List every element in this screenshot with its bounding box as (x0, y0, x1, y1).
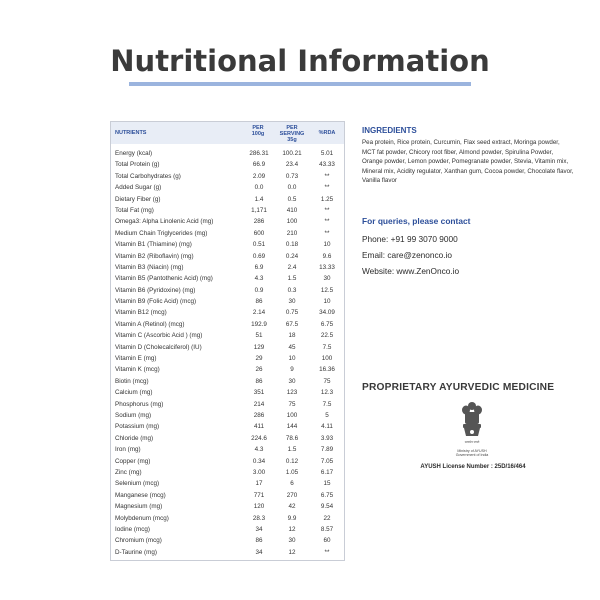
table-row (111, 159, 344, 170)
header-rda: %RDA (318, 130, 336, 136)
nutrient-name: Dietary Fiber (g) (115, 195, 161, 203)
value-per-100g: 34 (255, 525, 263, 533)
table-row (111, 228, 344, 239)
nutrient-name: Vitamin B9 (Folic Acid) (mcg) (115, 298, 197, 306)
table-row (111, 296, 344, 307)
nutrient-name: Chloride (mg) (115, 434, 154, 442)
table-row (111, 182, 344, 193)
value-per-serving: 100 (286, 218, 298, 226)
value-per-serving: 78.6 (285, 434, 299, 442)
value-per-100g: 214 (253, 400, 265, 408)
value-per-serving: 30 (288, 377, 296, 385)
value-rda: 100 (321, 355, 333, 363)
table-row (111, 364, 344, 375)
value-per-serving: 144 (286, 423, 298, 431)
nutrient-name: Vitamin B6 (Pyridoxine) (mg) (115, 286, 196, 294)
nutrient-name: Vitamin C (Ascorbic Acid ) (mg) (115, 332, 203, 340)
value-rda: 34.09 (319, 309, 335, 317)
value-rda: 15 (323, 480, 331, 488)
value-rda: 22.5 (320, 332, 334, 340)
table-header (111, 122, 344, 144)
value-per-100g: 411 (253, 423, 265, 431)
value-per-serving: 123 (286, 389, 298, 397)
table-row (111, 399, 344, 410)
nutrient-name: Vitamin B2 (Riboflavin) (mg) (115, 252, 194, 260)
value-per-serving: 23.4 (285, 161, 299, 169)
value-per-100g: 600 (253, 229, 265, 237)
value-per-100g: 26 (255, 366, 263, 374)
table-row (111, 171, 344, 182)
nutrient-name: Vitamin E (mg) (115, 355, 157, 363)
value-per-serving: 12 (288, 525, 296, 533)
value-per-serving: 0.5 (287, 195, 297, 203)
value-rda: 22 (323, 514, 331, 522)
value-rda: 13.33 (319, 263, 335, 271)
table-row (111, 456, 344, 467)
value-rda: 43.33 (319, 161, 335, 169)
nutrient-name: Molybdenum (mcg) (115, 514, 169, 522)
table-row (111, 410, 344, 421)
nutrient-name: Selenium (mcg) (115, 480, 160, 488)
table-row (111, 319, 344, 330)
value-per-serving: 30 (288, 537, 296, 545)
value-per-100g: 771 (253, 491, 265, 499)
value-per-100g: 286 (253, 411, 265, 419)
value-rda: 12.3 (320, 389, 334, 397)
nutrient-name: Potassium (mg) (115, 423, 160, 431)
value-per-serving: 0.0 (287, 184, 297, 192)
value-per-100g: 120 (253, 503, 265, 511)
value-per-serving: 10 (288, 355, 296, 363)
nutrient-name: Zinc (mg) (115, 468, 142, 476)
value-rda: 1.25 (320, 195, 334, 203)
nutrient-name: Vitamin B12 (mcg) (115, 309, 167, 317)
value-per-serving: 100.21 (282, 150, 302, 157)
value-per-100g: 86 (255, 377, 263, 385)
nutrient-name: Vitamin A (Retinol) (mcg) (115, 320, 185, 328)
nutrient-name: D-Taurine (mg) (115, 548, 157, 556)
table-row (111, 387, 344, 398)
table-row (111, 478, 344, 489)
nutrient-name: Vitamin K (mcg) (115, 366, 160, 374)
nutrient-name: Phosphorus (mg) (115, 400, 164, 408)
value-per-serving: 270 (286, 491, 298, 499)
value-rda: ** (324, 206, 330, 214)
value-rda: 7.05 (320, 457, 334, 465)
value-rda: 7.5 (322, 400, 332, 408)
table-row (111, 307, 344, 318)
value-rda: ** (324, 548, 330, 556)
value-rda: 60 (323, 537, 331, 545)
value-per-serving: 1.05 (285, 468, 299, 476)
value-per-100g: 29 (255, 355, 263, 363)
value-rda: ** (324, 184, 330, 192)
table-row (111, 194, 344, 205)
nutrient-name: Total Carbohydrates (g) (115, 172, 181, 180)
header-per-100g: PER 100g (251, 125, 265, 137)
header-nutrients: NUTRIENTS (115, 130, 147, 136)
value-per-serving: 12 (288, 548, 296, 556)
table-row (111, 342, 344, 353)
contact-phone: Phone: +91 99 3070 9000 (362, 234, 458, 244)
value-rda: 8.57 (320, 525, 334, 533)
table-row (111, 239, 344, 250)
value-rda: 6.17 (320, 468, 334, 476)
value-rda: ** (324, 218, 330, 226)
contact-email: Email: care@zenonco.io (362, 250, 453, 260)
license-number: AYUSH License Number : 25D/16/464 (420, 464, 526, 470)
value-per-serving: 0.73 (285, 172, 299, 180)
table-row (111, 251, 344, 262)
nutrient-name: Added Sugar (g) (115, 184, 162, 192)
table-row (111, 547, 344, 558)
nutrient-name: Magnesium (mg) (115, 503, 163, 511)
value-per-100g: 0.69 (252, 252, 266, 260)
nutrient-name: Omega3: Alpha Linolenic Acid (mg) (115, 218, 214, 226)
value-per-100g: 192.9 (251, 320, 267, 328)
value-per-serving: 18 (288, 332, 296, 340)
emblem-caption: सत्यमेव जयते (464, 440, 480, 444)
nutrient-name: Total Fat (mg) (115, 206, 154, 214)
nutrient-name: Energy (kcal) (115, 150, 153, 157)
nutrient-name: Iron (mg) (115, 446, 141, 454)
table-row (111, 501, 344, 512)
table-row (111, 513, 344, 524)
value-per-100g: 286.31 (249, 150, 269, 157)
table-row (111, 273, 344, 284)
value-per-100g: 66.9 (252, 161, 266, 169)
nutrient-name: Vitamin B5 (Pantothenic Acid) (mg) (115, 275, 213, 283)
value-per-100g: 51 (255, 332, 263, 340)
nutrient-name: Vitamin D (Cholecalciferol) (IU) (115, 343, 202, 351)
value-per-100g: 4.3 (254, 275, 264, 283)
nutrient-name: Manganese (mcg) (115, 491, 166, 499)
value-rda: 10 (323, 298, 331, 306)
value-per-serving: 45 (288, 343, 296, 351)
table-row (111, 421, 344, 432)
value-per-100g: 0.9 (254, 286, 264, 294)
value-per-serving: 210 (286, 229, 298, 237)
value-per-100g: 286 (253, 218, 265, 226)
table-row (111, 353, 344, 364)
nutrient-name: Calcium (mg) (115, 389, 153, 397)
nutrient-name: Vitamin B1 (Thiamine) (mg) (115, 241, 192, 249)
value-rda: 7.5 (322, 343, 332, 351)
value-rda: 30 (323, 275, 331, 283)
value-rda: 75 (323, 377, 331, 385)
value-per-serving: 9.9 (287, 514, 297, 522)
table-row (111, 262, 344, 273)
value-per-100g: 86 (255, 537, 263, 545)
table-row (111, 216, 344, 227)
value-per-100g: 86 (255, 298, 263, 306)
table-body (111, 148, 344, 558)
table-row (111, 148, 344, 159)
nutrient-name: Biotin (mcg) (115, 377, 149, 385)
nutrient-name: Chromium (mcg) (115, 537, 162, 545)
nutrient-name: Iodine (mcg) (115, 525, 150, 533)
queries-title: For queries, please contact (362, 216, 471, 226)
value-per-100g: 28.3 (252, 514, 266, 522)
value-per-100g: 2.09 (252, 172, 266, 180)
national-emblem-icon (458, 400, 486, 440)
value-per-serving: 75 (288, 400, 296, 408)
nutrient-name: Copper (mg) (115, 457, 151, 465)
value-per-100g: 0.34 (252, 457, 266, 465)
value-per-100g: 1.4 (254, 195, 264, 203)
table-row (111, 444, 344, 455)
value-per-serving: 0.12 (285, 457, 299, 465)
value-rda: 5 (325, 411, 329, 419)
table-row (111, 524, 344, 535)
table-row (111, 467, 344, 478)
value-per-serving: 0.3 (287, 286, 297, 294)
value-per-100g: 0.0 (254, 184, 264, 192)
value-rda: 16.36 (319, 366, 335, 374)
value-rda: 5.01 (320, 150, 334, 157)
header-per-serving: PER SERVING 35g (279, 125, 305, 143)
page-title: Nutritional Information (110, 44, 490, 78)
contact-website: Website: www.ZenOnco.io (362, 266, 460, 276)
nutrient-name: Sodium (mg) (115, 411, 152, 419)
value-rda: 12.5 (320, 286, 334, 294)
value-per-100g: 1,171 (251, 206, 267, 214)
value-per-100g: 3.00 (252, 468, 266, 476)
table-row (111, 376, 344, 387)
table-row (111, 535, 344, 546)
value-per-100g: 4.3 (254, 446, 264, 454)
table-row (111, 205, 344, 216)
value-per-serving: 410 (286, 206, 298, 214)
value-per-serving: 42 (288, 503, 296, 511)
value-per-serving: 0.24 (285, 252, 299, 260)
value-per-100g: 351 (253, 389, 265, 397)
nutrient-name: Vitamin B3 (Niacin) (mg) (115, 263, 184, 271)
nutrient-name: Total Protein (g) (115, 161, 160, 169)
nutrition-table (110, 121, 345, 561)
value-per-100g: 34 (255, 548, 263, 556)
value-per-100g: 129 (253, 343, 265, 351)
value-rda: 10 (323, 241, 331, 249)
value-per-100g: 6.9 (254, 263, 264, 271)
ministry-line-1: Ministry of AYUSH (457, 449, 487, 453)
value-per-100g: 2.14 (252, 309, 266, 317)
value-per-serving: 0.75 (285, 309, 299, 317)
value-per-100g: 0.51 (252, 241, 266, 249)
ministry-label (440, 449, 504, 458)
title-underline (129, 82, 471, 86)
value-rda: 7.89 (320, 446, 334, 454)
value-per-serving: 6 (290, 480, 294, 488)
value-per-serving: 67.5 (285, 320, 299, 328)
ingredients-title: INGREDIENTS (362, 126, 417, 135)
proprietary-label: PROPRIETARY AYURVEDIC MEDICINE (362, 382, 555, 393)
value-rda: ** (324, 229, 330, 237)
table-row (111, 330, 344, 341)
value-rda: 9.6 (322, 252, 332, 260)
value-rda: 9.54 (320, 503, 334, 511)
value-per-serving: 1.5 (287, 275, 297, 283)
value-per-100g: 224.6 (251, 434, 267, 442)
table-row (111, 285, 344, 296)
value-rda: 6.75 (320, 320, 334, 328)
ingredients-text: Pea protein, Rice protein, Curcumin, Flax seed extract, Moringa powder, MCT fat powder, Chicory root fiber, Almond powder, Spirulina Powder, Orange powder, Lemon powder, Pomegranate powder, Stevia, Vitamin mix, Mineral mix, Acidity regulator, Xanthan gum, Cocoa powder, Chocolate flavor, Vanilla flavor (362, 139, 574, 185)
value-rda: ** (324, 172, 330, 180)
table-row (111, 490, 344, 501)
nutrient-name: Medium Chain Triglycerides (mg) (115, 229, 208, 237)
value-per-serving: 1.5 (287, 446, 297, 454)
value-per-serving: 30 (288, 298, 296, 306)
value-per-100g: 17 (255, 480, 263, 488)
value-per-serving: 9 (290, 366, 294, 374)
value-per-serving: 0.18 (285, 241, 299, 249)
value-rda: 6.75 (320, 491, 334, 499)
value-rda: 4.11 (321, 423, 333, 431)
value-per-serving: 100 (286, 411, 298, 419)
value-per-serving: 2.4 (287, 263, 297, 271)
value-rda: 3.93 (320, 434, 334, 442)
table-row (111, 433, 344, 444)
ministry-line-2: Government of India (455, 453, 489, 458)
